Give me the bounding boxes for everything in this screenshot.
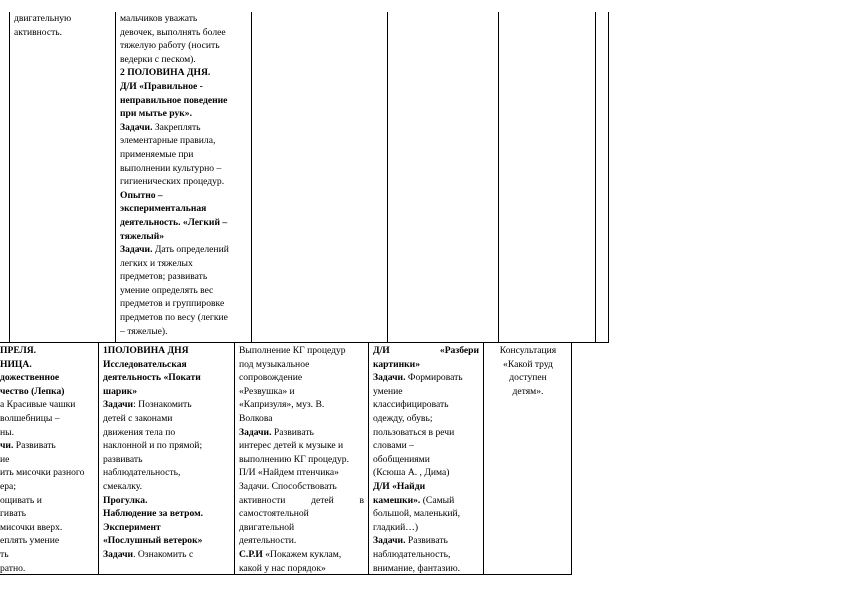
- bottom-table-divider-3: [368, 342, 369, 575]
- bold-label: Задачи.: [120, 244, 153, 256]
- text-line: Наблюдение за ветром.: [103, 508, 204, 520]
- text-line: НИЦА.: [0, 358, 32, 370]
- text-line: Прогулка.: [103, 494, 148, 506]
- top-table-divider-1: [115, 12, 116, 342]
- text-line: большой, маленький,: [373, 508, 461, 520]
- text-line: ны.: [0, 426, 14, 438]
- text-line: ведерки с песком).: [120, 53, 196, 65]
- text-line: самостоятельной: [239, 508, 309, 520]
- bottom-cell-hygiene-procedures: [239, 344, 364, 573]
- bold-label: Задачи: [103, 548, 134, 560]
- text-line: [103, 548, 233, 562]
- text-line: Исследовательская: [103, 358, 187, 370]
- bold-label: Задачи.: [239, 426, 272, 438]
- text-line: [0, 439, 97, 453]
- bottom-table-divider-1: [98, 342, 99, 575]
- text-line: волшебницы –: [0, 412, 60, 424]
- text-line: предметов и группировке: [120, 298, 225, 310]
- top-table-divider-2: [251, 12, 252, 342]
- bold-label: Задачи.: [120, 121, 153, 133]
- text-line: деятельности.: [239, 535, 297, 547]
- text-line: классифицировать: [373, 399, 449, 411]
- label-text: Закреплять: [152, 121, 201, 133]
- top-table-divider-3: [387, 12, 388, 342]
- text-line: наклонной и по прямой;: [103, 440, 203, 452]
- text-line: экспериментальная: [120, 203, 207, 215]
- text-line: а Красивые чашки: [0, 399, 76, 411]
- text-line: гивать: [0, 508, 27, 520]
- text-line: Задачи. Способствовать: [239, 480, 337, 492]
- label-text: Развивать: [271, 426, 314, 438]
- text-line: дожественное: [0, 372, 60, 384]
- text-line: активность.: [14, 26, 63, 38]
- text-line: ера;: [0, 480, 16, 492]
- text-line: «Капризуля», муз. В.: [239, 399, 325, 411]
- text-line: развивать: [103, 453, 143, 465]
- bottom-table-divider-4: [483, 342, 484, 575]
- bottom-cell-didactic-games: [373, 344, 479, 573]
- text-line: какой у нас порядок»: [239, 562, 326, 573]
- text-line: Эксперимент: [103, 521, 161, 533]
- text-line: шарик»: [103, 385, 138, 397]
- text-line: «Послушный ветерок»: [103, 535, 203, 547]
- text-line: легких и тяжелых: [120, 257, 193, 269]
- text-line: Д/И «Правильное -: [120, 80, 203, 92]
- text-line: [373, 534, 479, 548]
- text-line: выполнению КГ процедур.: [239, 453, 350, 465]
- top-table-divider-5: [595, 12, 596, 342]
- text-line: [120, 243, 250, 257]
- text-line: тяжелый»: [120, 230, 165, 242]
- text-line: Волкова: [239, 412, 273, 424]
- top-cell-motor-activity: [14, 12, 114, 52]
- text-line: умение: [373, 385, 403, 397]
- label-text: Развивать: [13, 440, 56, 452]
- text-line: [103, 398, 233, 412]
- text-line: [120, 121, 250, 135]
- text-line: деятельность. «Легкий –: [120, 216, 228, 228]
- text-line: девочек, выполнять более: [120, 26, 226, 38]
- bold-label: чи.: [0, 440, 14, 452]
- text-line: мисочки вверх.: [0, 521, 63, 533]
- text-line: Д/И «Разбери: [373, 345, 479, 356]
- text-line: предметов по весу (легкие: [120, 312, 228, 324]
- bold-label: Задачи.: [373, 535, 406, 547]
- text-line: интерес детей к музыке и: [239, 440, 344, 452]
- text-line: предметов; развивать: [120, 271, 208, 283]
- top-cell-second-half-day: [120, 12, 250, 341]
- text-line: ощивать и: [0, 494, 42, 506]
- label-text: «Покажем куклам,: [262, 548, 342, 560]
- table-separator-line: [0, 342, 609, 343]
- text-line: наблюдательность,: [373, 548, 451, 560]
- text-line: ПРЕЛЯ.: [0, 345, 37, 356]
- text-line: наблюдательность,: [103, 467, 181, 479]
- text-line: при мытье рук».: [120, 108, 192, 120]
- text-line: активности детей в: [239, 494, 364, 506]
- text-line: «Резвушка» и: [239, 385, 295, 397]
- text-line: ть: [0, 548, 9, 560]
- text-line: мальчиков уважать: [120, 13, 198, 24]
- text-line: пользоваться в речи: [373, 426, 455, 438]
- label-text: (Самый: [420, 494, 455, 506]
- text-line: (Ксюша А. , Дима): [373, 467, 450, 479]
- text-line: ить мисочки разного: [0, 467, 85, 479]
- text-line: словами –: [373, 440, 414, 452]
- text-line: детям».: [512, 385, 544, 397]
- text-line: применяемые при: [120, 148, 194, 160]
- text-line: – тяжелые).: [120, 325, 168, 337]
- text-line: движения тела по: [103, 426, 176, 438]
- top-table-border-left: [9, 12, 10, 342]
- label-text: : Познакомить: [133, 399, 192, 411]
- bottom-table-divider-2: [234, 342, 235, 575]
- text-line: под музыкальное: [239, 358, 310, 370]
- text-line: [239, 426, 364, 440]
- text-line: смекалку.: [103, 480, 142, 492]
- bottom-table-border-bottom: [0, 574, 572, 575]
- bottom-cell-art-creativity: [0, 344, 97, 573]
- text-line: гладкий…): [373, 521, 419, 533]
- label-text: Развивать: [405, 535, 448, 547]
- text-line: сопровождение: [239, 372, 303, 384]
- text-line: «Какой труд: [503, 358, 553, 370]
- bold-label: Задачи: [103, 399, 134, 411]
- text-line: ратно.: [0, 562, 26, 573]
- label-text: Дать определений: [152, 244, 229, 256]
- text-line: [239, 548, 364, 562]
- text-line: одежду, обувь;: [373, 412, 433, 424]
- text-line: двигательную: [14, 13, 72, 24]
- text-line: ие: [0, 453, 10, 465]
- text-line: обобщениями: [373, 453, 430, 465]
- text-line: Консультация: [499, 345, 557, 356]
- text-line: выполнении культурно –: [120, 162, 222, 174]
- label-text: Формировать: [405, 372, 463, 384]
- text-line: 1ПОЛОВИНА ДНЯ: [103, 345, 189, 356]
- text-line: элементарные правила,: [120, 135, 216, 147]
- text-line: 2 ПОЛОВИНА ДНЯ.: [120, 67, 211, 79]
- text-line: Выполнение КГ процедур: [239, 345, 346, 356]
- bold-label: С.Р.И: [239, 548, 263, 560]
- text-line: детей с законами: [103, 412, 173, 424]
- text-line: тяжелую работу (носить: [120, 40, 220, 52]
- text-line: деятельность «Покати: [103, 372, 201, 384]
- text-line: гигиенических процедур.: [120, 176, 225, 188]
- text-line: П/И «Найдем птенчика»: [239, 467, 339, 479]
- text-line: двигательной: [239, 521, 295, 533]
- top-table-border-right: [608, 12, 609, 342]
- text-line: внимание, фантазию.: [373, 562, 461, 573]
- text-line: умение определять вес: [120, 284, 214, 296]
- bold-label: Задачи.: [373, 372, 406, 384]
- text-line: неправильное поведение: [120, 94, 228, 106]
- bottom-cell-consultation: [486, 344, 570, 404]
- text-line: [373, 371, 479, 385]
- bold-label: камешки».: [373, 494, 421, 506]
- bottom-table-border-right: [571, 342, 572, 575]
- text-line: картинки»: [373, 358, 421, 370]
- text-line: еплять умение: [0, 535, 60, 547]
- bottom-cell-first-half-day: [103, 344, 233, 573]
- text-line: чество (Лепка): [0, 385, 65, 397]
- text-line: Д/И «Найди: [373, 480, 426, 492]
- text-line: доступен: [509, 372, 547, 384]
- text-line: [373, 494, 479, 508]
- label-text: . Ознакомить с: [133, 548, 194, 560]
- top-table-divider-4: [498, 12, 499, 342]
- text-line: Опытно –: [120, 189, 163, 201]
